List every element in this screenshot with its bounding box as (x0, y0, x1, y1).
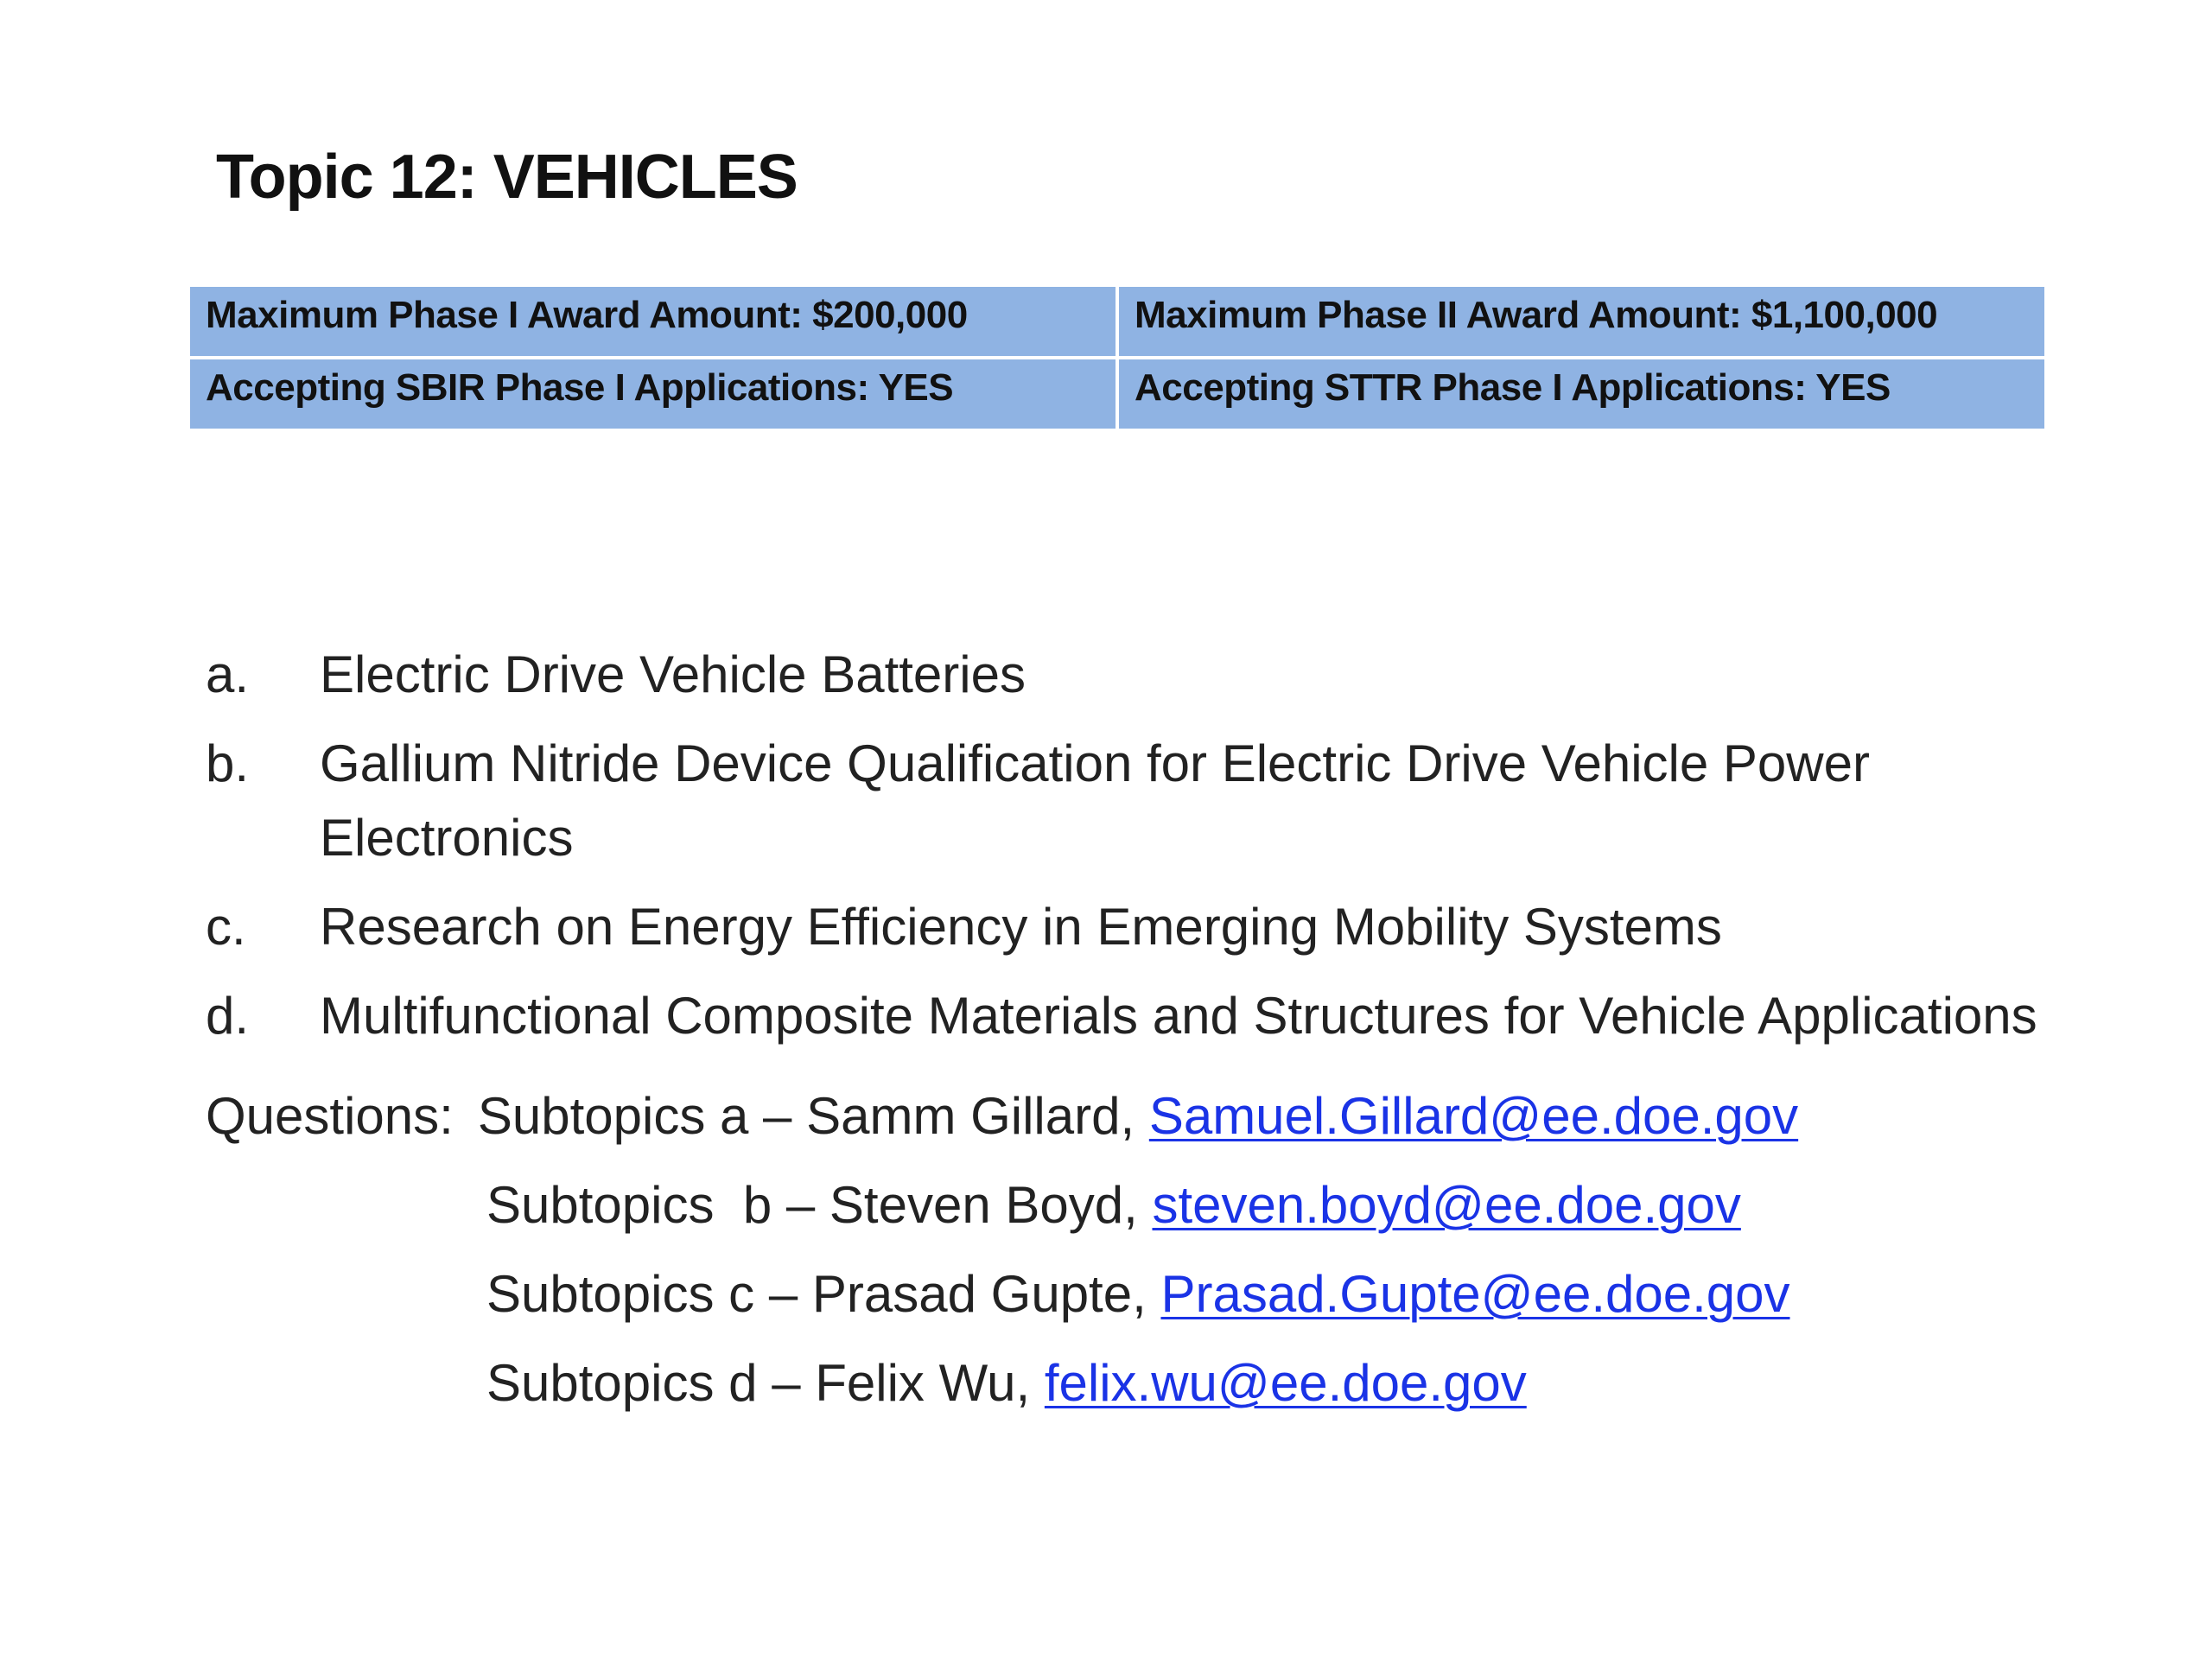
list-item (206, 638, 2107, 712)
subtopic-text: Gallium Nitride Device Qualification for Electric Drive Vehicle Power Electronics (320, 734, 1870, 867)
subtopic-list (206, 638, 2107, 1068)
contact-prefix: Subtopics b – Steven Boyd, (486, 1176, 1153, 1234)
award-info-table (187, 283, 2048, 432)
list-item (206, 727, 2107, 875)
email-link[interactable]: felix.wu@ee.doe.gov (1044, 1354, 1527, 1412)
subtopic-text: Research on Energy Efficiency in Emerging Mobility Systems (320, 898, 1722, 956)
table-row (190, 359, 2044, 429)
contact-row (206, 1249, 1798, 1338)
table-row (190, 287, 2044, 356)
list-marker: a. (206, 645, 250, 703)
email-link[interactable]: Prasad.Gupte@ee.doe.gov (1160, 1265, 1790, 1323)
contact-prefix: Subtopics c – Prasad Gupte, (486, 1265, 1161, 1323)
contact-row (206, 1160, 1798, 1249)
list-marker: b. (206, 734, 250, 792)
table-cell-phase2-award: Maximum Phase II Award Amount: $1,100,000 (1119, 287, 2044, 356)
contact-prefix: Subtopics d – Felix Wu, (486, 1354, 1045, 1412)
table-cell-sbir-accepting: Accepting SBIR Phase I Applications: YES (190, 359, 1116, 429)
list-marker: c. (206, 898, 246, 956)
subtopic-text: Multifunctional Composite Materials and Structures for Vehicle Applications (320, 987, 2037, 1045)
table-cell-sttr-accepting: Accepting STTR Phase I Applications: YES (1119, 359, 2044, 429)
email-link[interactable]: Samuel.Gillard@ee.doe.gov (1148, 1087, 1799, 1145)
page-title: Topic 12: VEHICLES (216, 143, 798, 212)
contact-row (206, 1071, 1798, 1160)
subtopic-text: Electric Drive Vehicle Batteries (320, 645, 1026, 703)
table-cell-phase1-award: Maximum Phase I Award Amount: $200,000 (190, 287, 1116, 356)
questions-label: Questions: (206, 1087, 454, 1145)
list-marker: d. (206, 987, 250, 1045)
questions-section (206, 1071, 1798, 1427)
email-link[interactable]: steven.boyd@ee.doe.gov (1152, 1176, 1741, 1234)
list-item (206, 979, 2107, 1053)
contact-prefix: Subtopics a – Samm Gillard, (477, 1087, 1149, 1145)
list-item (206, 890, 2107, 964)
contact-row (206, 1338, 1798, 1427)
